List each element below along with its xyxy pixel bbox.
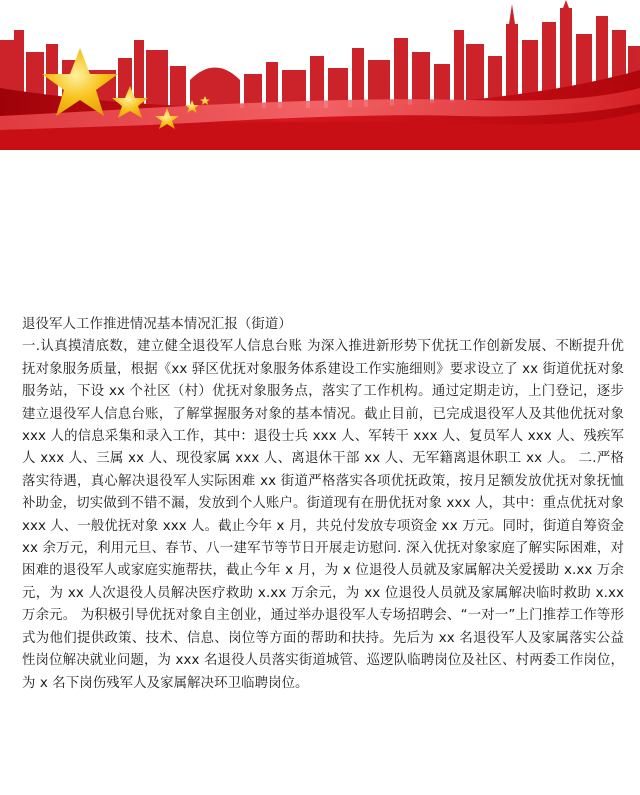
document-body: 一.认真摸清底数，建立健全退役军人信息台账 为深入推进新形势下优抚工作创新发展、不断提升优抚对象服务质量，根据《xx 驿区优抚对象服务体系建设工作实施细则》要求设立了 xx 街道优抚对象服务站，下设 xx 个社区（村）优抚对象服务点，落实了工作机构。通过定期走访，上门登记，逐步建立退役军人信息台账，了解掌握服务对象的基本情况。截止目前，已完成退役军人及其他优抚对象 xxx 人的信息采集和录入工作，其中：退役士兵 xxx 人、军转干 xxx 人、复员军人 xxx 人、残疾军人 xxx 人、三属 xx 人、现役家属 xxx 人、离退休干部 xx 人、无军籍离退休职工 xx 人。 二.严格落实待遇，真心解决退役军人实际困难 xx 街道严格落实各项优抚政策，按月足额发放优抚对象抚恤补助金，切实做到不错不漏，发放到个人账户。街道现有在册优抚对象 xxx 人，其中：重点优抚对象 xxx 人、一般优抚对象 xxx 人。截止今年 x 月，共兑付发放专项资金 xx 万元。同时，街道自筹资金 xx 余万元，利用元旦、春节、八一建军节等节日开展走访慰问. 深入优抚对象家庭了解实际困难，对困难的退役军人或家庭实施帮扶，截止今年 x 月，为 x 位退役人员就及家属解决关爱援助 x.xx 万余元，为 xx 人次退役人员解决医疗救助 x.xx 万余元，为 xx 位退役人员就及家属解决临时救助 x.xx 万余元。 为积极引导优抚对象自主创业，通过举办退役军人专场招聘会、“一对一”上门推荐工作等形式为他们提供政策、技术、信息、岗位等方面的帮助和扶持。先后为 xx 名退役军人及家属落实公益性岗位解决就业问题，为 xxx 名退役人员落实街道城管、巡逻队临聘岗位及社区、村两委工作岗位，为 x 名下岗伤残军人及家属解决环卫临聘岗位。 [22,339,624,691]
document-title: 退役军人工作推进情况基本情况汇报（街道） [22,317,292,332]
banner-graphic [0,0,640,150]
header-banner [0,0,640,150]
document [22,314,624,695]
